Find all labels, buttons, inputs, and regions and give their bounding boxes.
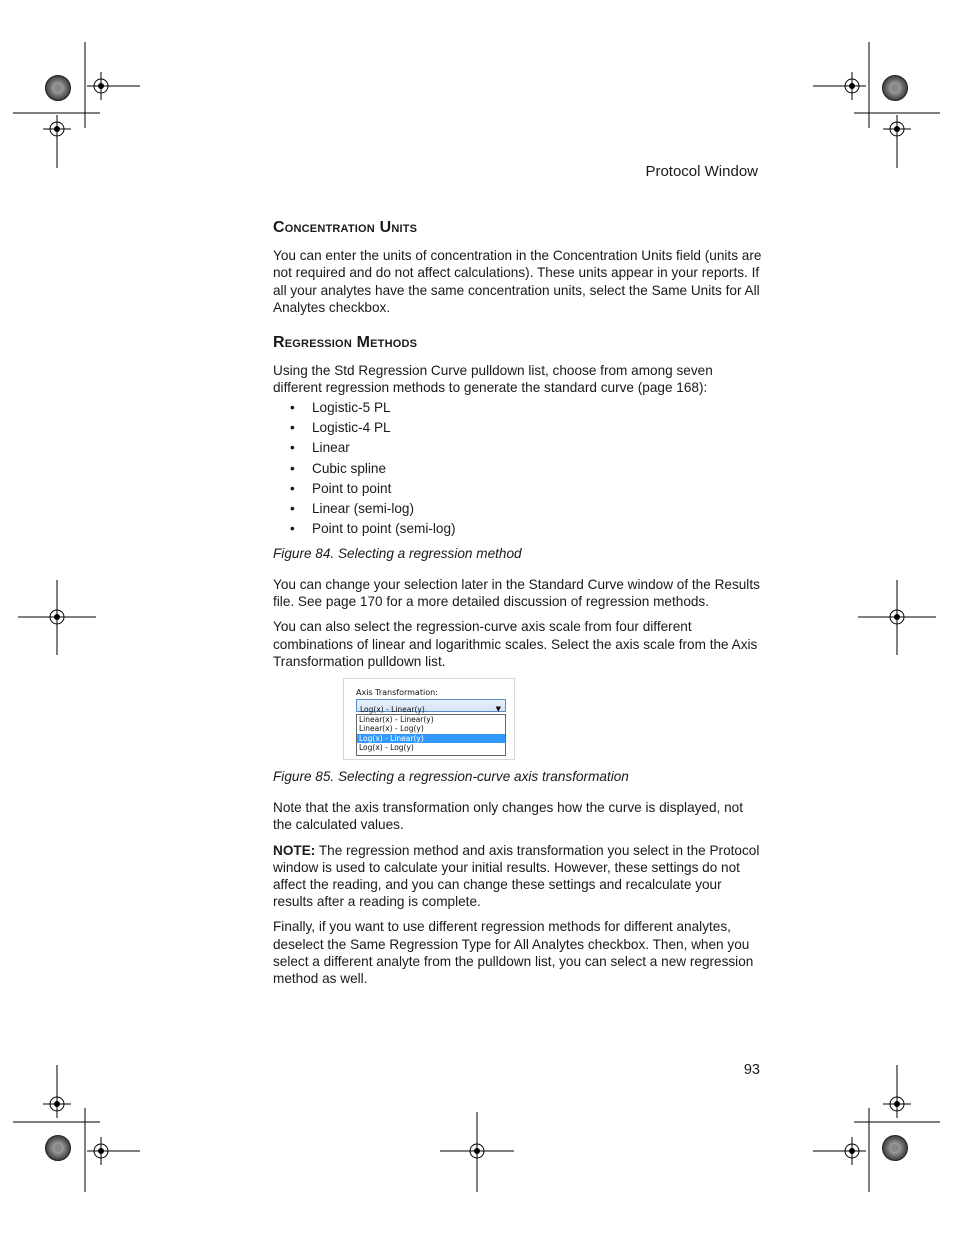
list-item: • Logistic-5 PL: [273, 399, 763, 419]
list-item: • Linear (semi-log): [273, 500, 763, 520]
axis-note-paragraph: Note that the axis transformation only changes how the curve is displayed, not the calculated values.: [273, 800, 743, 833]
figure-85-caption: Figure 85. Selecting a regression-curve axis transformation: [273, 768, 629, 784]
axis-transformation-dropdown[interactable]: [356, 699, 506, 712]
axis-transformation-figure: [343, 678, 515, 760]
regression-methods-list: [273, 399, 763, 541]
list-item: • Point to point (semi-log): [273, 520, 763, 540]
axis-scale-paragraph: You can also select the regression-curve axis scale from four different combinations of linear and logarithmic scales. Select the axis scale from the Axis Transformation pulldown list.: [273, 619, 758, 669]
figure-84-caption: Figure 84. Selecting a regression method: [273, 545, 522, 561]
note-text: The regression method and axis transformation you select in the Protocol window is used to calculate your initial results. However, these settings do not affect the reading, and you can change these settings and recalculate your results after a reading is complete.: [273, 842, 760, 910]
page-content: [273, 219, 763, 995]
page-number: 93: [743, 1062, 760, 1078]
change-selection-paragraph: You can change your selection later in the Standard Curve window of the Results file. See page 170 for a more detailed discussion of regression methods.: [273, 576, 760, 610]
regression-methods-heading: Regression Methods: [273, 334, 418, 352]
dropdown-option[interactable]: Linear(x) - Log(y): [359, 724, 424, 734]
dropdown-option-selected[interactable]: Log(x) - Linear(y): [357, 734, 505, 744]
chevron-down-icon[interactable]: ▼: [495, 704, 501, 713]
list-item: • Linear: [273, 439, 763, 459]
concentration-units-heading: Concentration Units: [273, 219, 418, 236]
axis-transformation-options: [356, 714, 506, 756]
concentration-units-body: You can enter the units of concentration in the Concentration Units field (units are not required and do not affect calculations). These units appear in your reports. If all your analytes have the same concentration units, select the Same Units for All Analytes checkbox.: [273, 248, 762, 315]
dropdown-option[interactable]: Linear(x) - Linear(y): [359, 714, 434, 724]
list-item: • Cubic spline: [273, 460, 763, 480]
dropdown-option[interactable]: Log(x) - Log(y): [359, 743, 414, 753]
finally-paragraph: Finally, if you want to use different regression methods for different analytes, deselect the Same Regression Type for All Analytes checkbox. Then, when you select a different analyte from the pulldown list, you can select a new regression method as well.: [273, 919, 754, 986]
list-item: • Logistic-4 PL: [273, 419, 763, 439]
regression-intro: Using the Std Regression Curve pulldown list, choose from among seven different regression methods to generate the standard curve (page 168):: [273, 363, 713, 396]
axis-transformation-panel: [343, 678, 515, 760]
running-header: Protocol Window: [645, 163, 758, 180]
list-item: • Point to point: [273, 480, 763, 500]
note-paragraph: [273, 842, 763, 911]
note-label: NOTE:: [273, 842, 316, 858]
dropdown-selected-value: Log(x) - Linear(y): [360, 704, 425, 714]
axis-transformation-label: Axis Transformation:: [356, 687, 438, 697]
